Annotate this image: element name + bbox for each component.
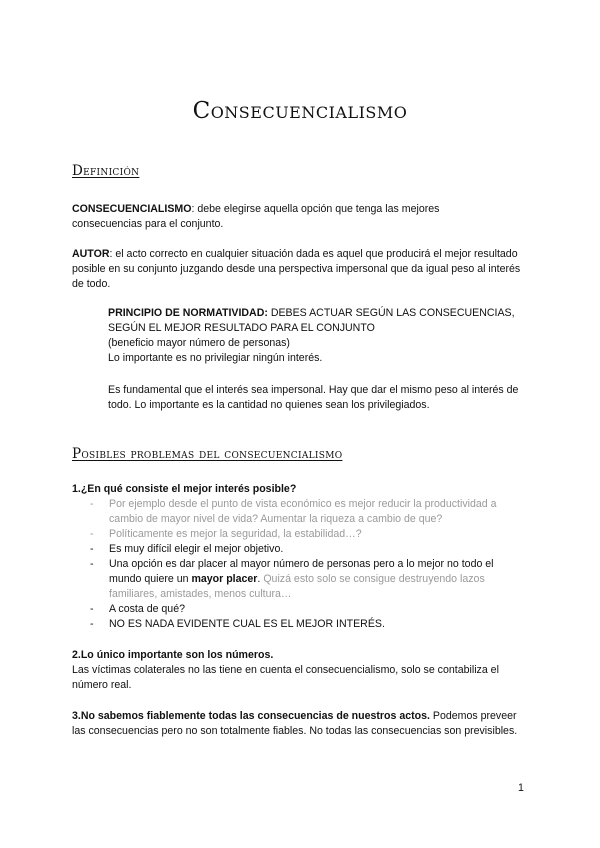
principio-block <box>108 306 523 366</box>
term-consecuencialismo: CONSECUENCIALISMO <box>72 203 192 215</box>
term-autor: AUTOR <box>72 248 110 260</box>
list-item: - Políticamente es mejor la seguridad, la estabilidad…? <box>90 528 362 540</box>
section-heading-definicion: Definición <box>72 163 140 179</box>
problem-2-text: Las víctimas colaterales no las tiene en cuenta el consecuencialismo, solo se contabiliza el número real. <box>72 664 499 691</box>
problem-3-block <box>72 709 527 739</box>
autor-text: : el acto correcto en cualquier situación dada es aquel que producirá el mejor resultado posible en su conjunto juzgando desde una perspectiva impersonal que da igual peso al interés de todo. <box>72 248 521 290</box>
list-item: - A costa de qué? <box>90 603 185 615</box>
fundamental-paragraph: Es fundamental que el interés sea impersonal. Hay que dar el mismo peso al interés de todo. Lo importante es la cantidad no quienes sean los privilegiados. <box>108 384 519 411</box>
list-item: - Una opción es dar placer al mayor número de personas pero a lo mejor no todo el mundo quiere un mayor placer. Quizá esto solo se consigue destruyendo lazos familiares, amistades, menos cultura… <box>90 558 494 600</box>
dash-marker: - <box>90 498 94 510</box>
page-title: Consecuencialismo <box>192 98 408 124</box>
list-item: - NO ES NADA EVIDENTE CUAL ES EL MEJOR INTERÉS. <box>90 618 385 630</box>
principio-note: (beneficio mayor número de personas) <box>108 337 290 349</box>
problem-2-block <box>72 648 532 693</box>
problem-3-heading: 3.No sabemos fiablemente todas las consecuencias de nuestros actos. <box>72 710 430 722</box>
problem-1-heading: 1.¿En qué consiste el mejor interés posible? <box>72 483 297 495</box>
dash-marker: - <box>90 558 94 570</box>
problem-2-heading: 2.Lo único importante son los números. <box>72 649 274 661</box>
list-item: - Es muy difícil elegir el mejor objetivo. <box>90 543 284 555</box>
term-principio: PRINCIPIO DE NORMATIVIDAD: <box>108 307 268 319</box>
list-item: - Por ejemplo desde el punto de vista económico es mejor reducir la productividad a cambio de mayor nivel de vida? Aumentar la riqueza a cambio de que? <box>90 498 497 525</box>
dash-marker: - <box>90 543 94 555</box>
dash-marker: - <box>90 603 94 615</box>
definition-text: : debe elegirse aquella opción que tenga las mejores consecuencias para el conjunto. <box>72 203 440 230</box>
problem-1-list <box>90 497 518 632</box>
principio-text: DEBES ACTUAR SEGÚN LAS CONSECUENCIAS, SEGÚN EL MEJOR RESULTADO PARA EL CONJUNTO <box>108 307 515 334</box>
definition-paragraph <box>72 202 512 232</box>
dash-marker: - <box>90 528 94 540</box>
problem-3-text: Podemos preveer las consecuencias pero no son totalmente fiables. No todas las consecuencias son previsibles. <box>72 710 518 737</box>
page-number: 1 <box>518 782 524 794</box>
section-heading-problemas: Posibles problemas del consecuencialismo <box>72 446 343 462</box>
autor-paragraph <box>72 247 527 292</box>
principio-conclusion: Lo importante es no privilegiar ningún interés. <box>108 352 323 364</box>
dash-marker: - <box>90 618 94 630</box>
